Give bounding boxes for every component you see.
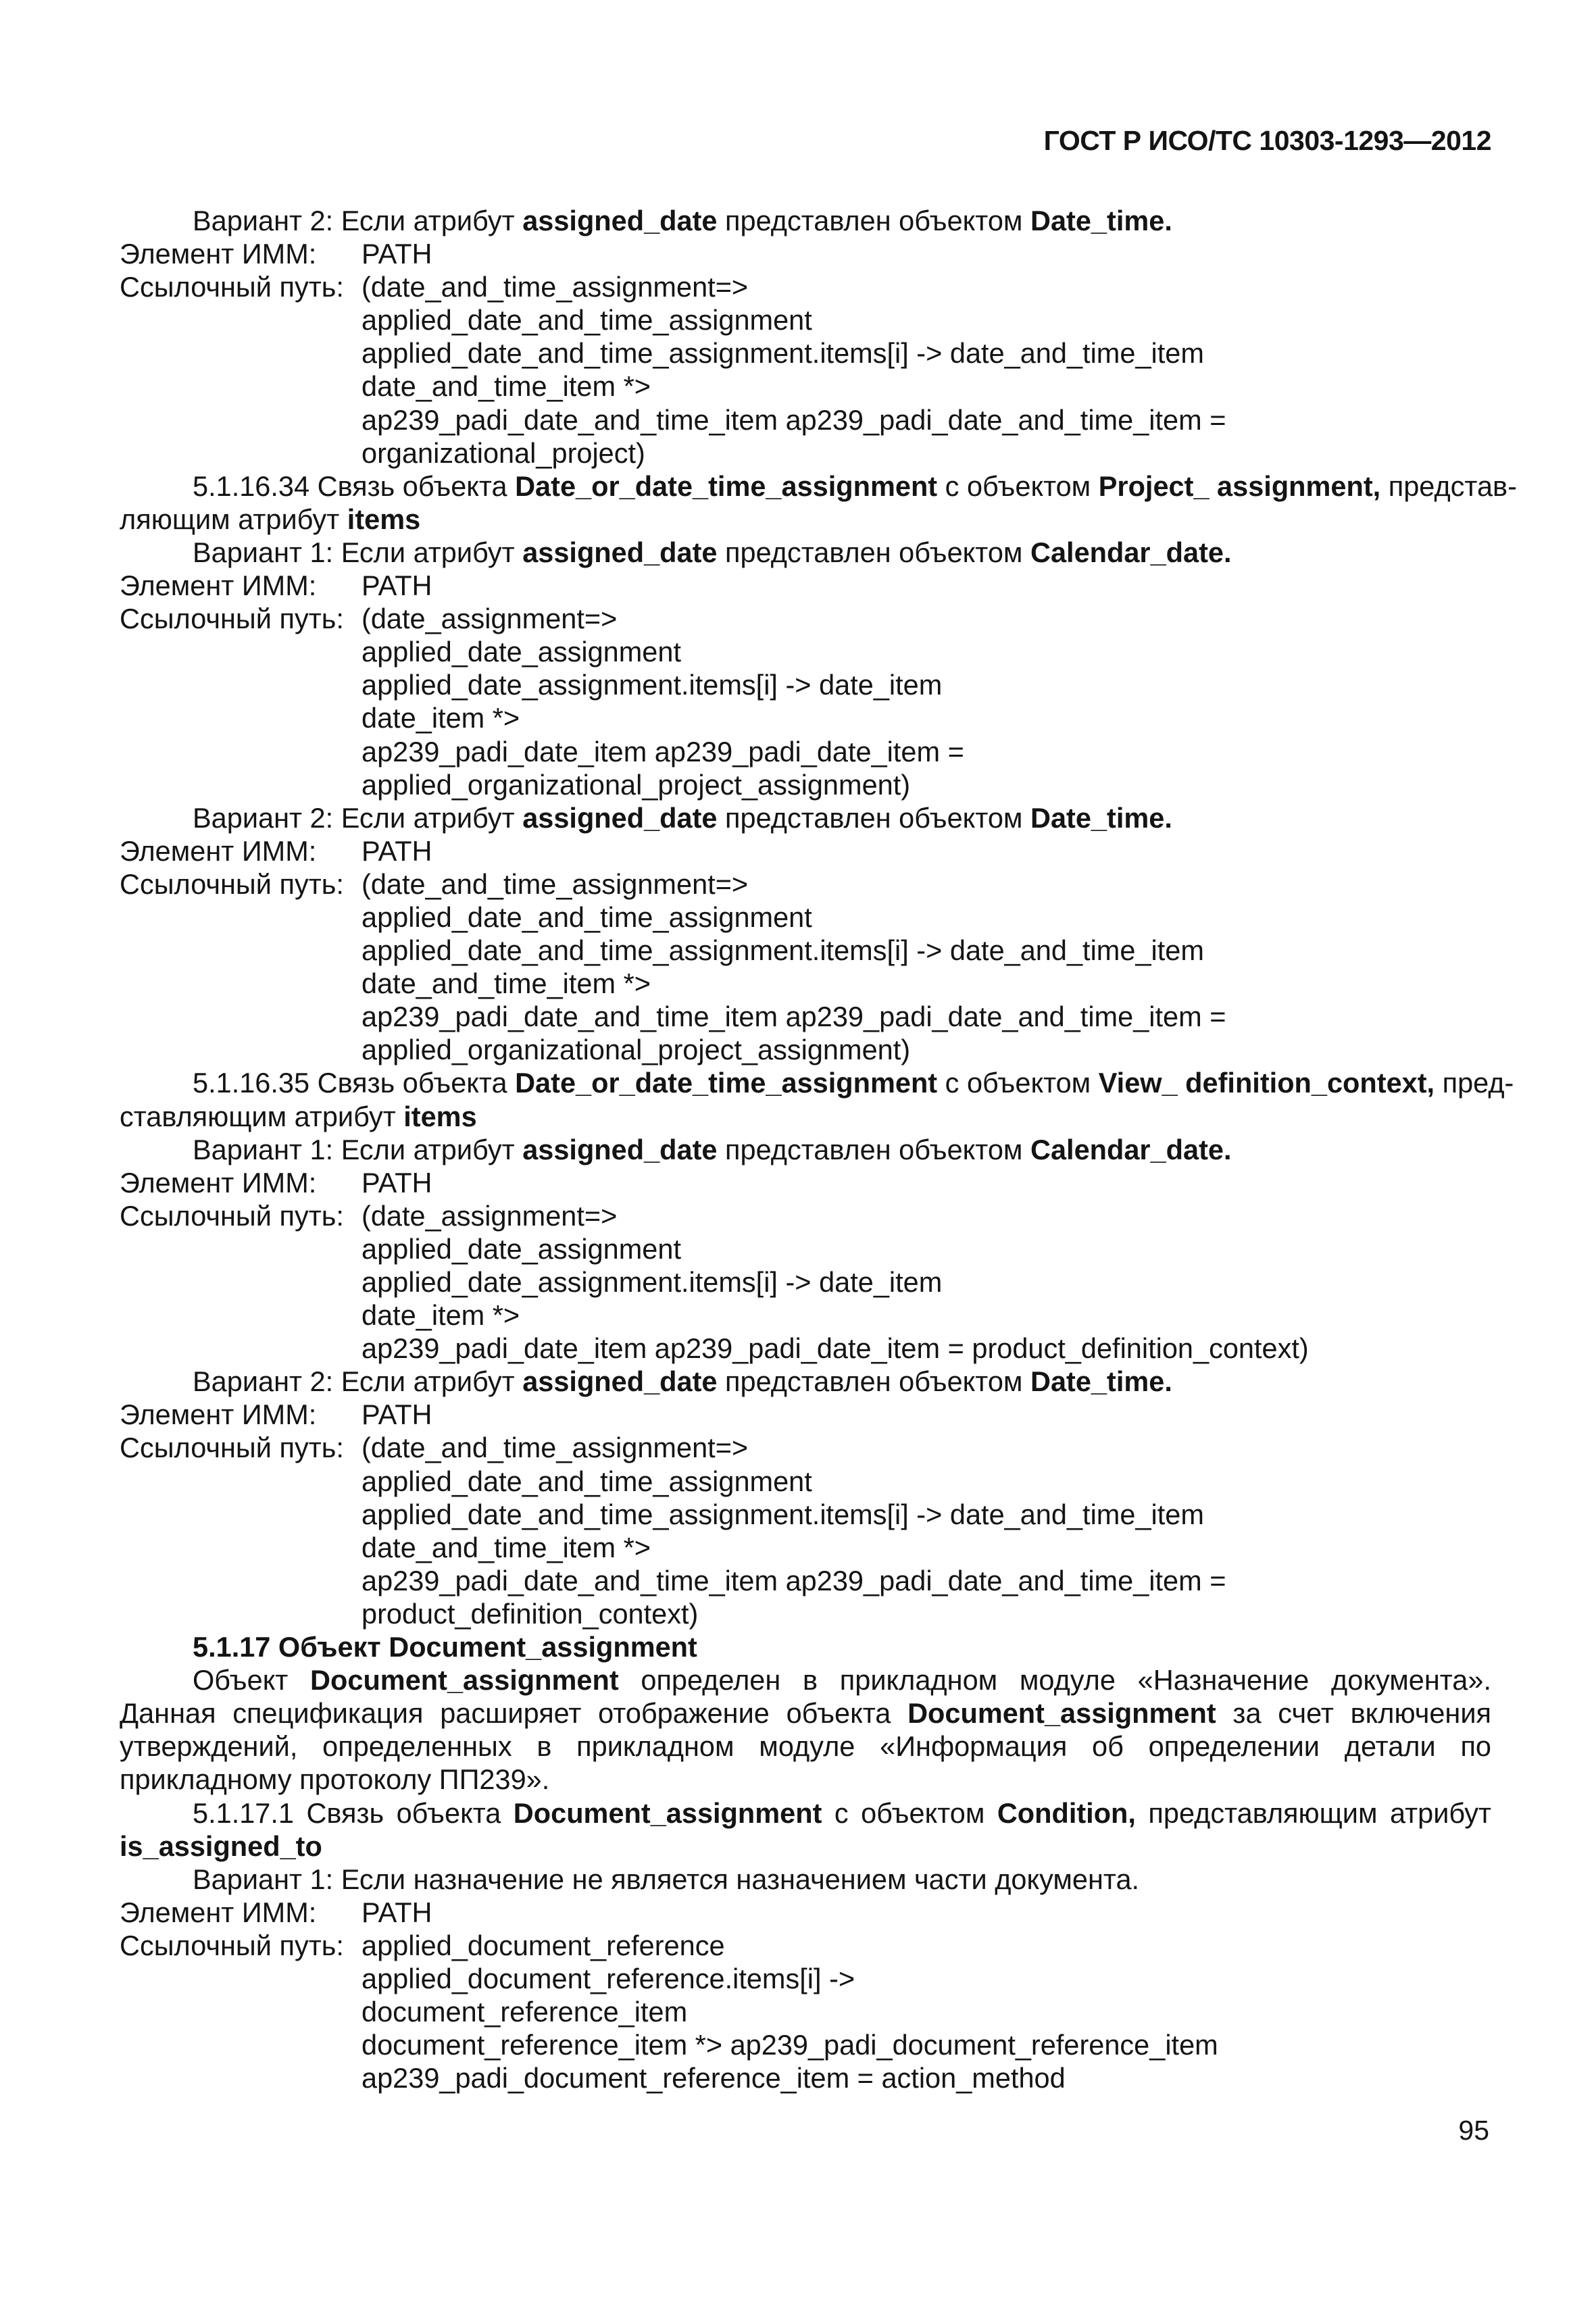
element-row: Элемент ИММ: PATH [120, 1166, 432, 1199]
ref-path-row: Ссылочный путь: (date_assignment=> [120, 1199, 618, 1232]
ref-path-line: ap239_padi_date_item ap239_padi_date_item = [361, 735, 964, 768]
ref-path-row: Ссылочный путь: (date_and_time_assignment=> [120, 271, 749, 303]
document-body [120, 204, 1517, 2094]
element-row: Элемент ИММ: PATH [120, 1896, 432, 1928]
ref-path-line: applied_date_and_time_assignment [361, 304, 812, 336]
section-heading-16-35: 5.1.16.35 Связь объекта Date_or_date_time_assignment с объектом View_ definition_context, пред- [193, 1067, 1514, 1099]
ref-path-line: document_reference_item [361, 1996, 688, 2028]
section-heading-16-34: 5.1.16.34 Связь объекта Date_or_date_time_assignment с объектом Project_ assignment, представ- [193, 470, 1517, 502]
section-heading-17: 5.1.17 Объект Document_assignment [193, 1631, 697, 1663]
ref-path-row: Ссылочный путь: (date_assignment=> [120, 603, 618, 635]
ref-path-line: applied_document_reference.items[i] -> [361, 1962, 855, 1994]
variant-heading: Вариант 2: Если атрибут assigned_date представлен объектом Date_time. [193, 205, 1172, 236]
document-header: ГОСТ Р ИСО/ТС 10303-1293—2012 [1043, 125, 1491, 156]
ref-path-line: applied_date_assignment [361, 1232, 681, 1265]
ref-path-line: date_and_time_item *> [361, 1531, 651, 1563]
ref-path-line: applied_date_assignment.items[i] -> date_item [361, 1266, 943, 1298]
element-row: Элемент ИММ: PATH [120, 238, 432, 270]
variant-heading: Вариант 2: Если атрибут assigned_date представлен объектом Date_time. [193, 801, 1172, 834]
variant-heading: Вариант 1: Если назначение не является назначением части документа. [193, 1863, 1140, 1895]
section-heading-17-1: 5.1.17.1 Связь объекта Document_assignment с объектом Condition, представляющим атрибут is_assigned_to [120, 1796, 1492, 1862]
ref-path-line: organizational_project) [361, 436, 645, 469]
ref-path-line: applied_date_and_time_assignment.items[i] -> date_and_time_item [361, 1498, 1204, 1530]
section-paragraph: Объект Document_assignment определен в прикладном модуле «Назначение документа». Данная спецификация расширяет отображение объекта Document_assignment за счет включения утверждений, определенных в прикладном модуле «Информация об определении детали по прикладному протоколу ПП239». [120, 1664, 1491, 1796]
ref-path-row: Ссылочный путь: applied_document_reference [120, 1929, 725, 1961]
element-row: Элемент ИММ: PATH [120, 570, 432, 602]
ref-path-line: applied_date_and_time_assignment [361, 901, 812, 933]
ref-path-line: ap239_padi_date_item ap239_padi_date_item = product_definition_context) [361, 1332, 1309, 1365]
element-row: Элемент ИММ: PATH [120, 1399, 432, 1431]
ref-path-line: date_item *> [361, 1299, 520, 1332]
ref-path-line: document_reference_item *> ap239_padi_document_reference_item [361, 2029, 1218, 2061]
ref-path-line: ap239_padi_date_and_time_item ap239_padi_date_and_time_item = [361, 403, 1226, 436]
ref-path-line: ap239_padi_document_reference_item = action_method [361, 2062, 1066, 2094]
ref-path-row: Ссылочный путь: (date_and_time_assignment=> [120, 1432, 749, 1464]
ref-path-line: applied_organizational_project_assignment) [361, 1034, 911, 1066]
variant-heading: Вариант 1: Если атрибут assigned_date представлен объектом Calendar_date. [193, 1133, 1232, 1165]
ref-path-line: product_definition_context) [361, 1597, 699, 1630]
ref-path-line: date_and_time_item *> [361, 370, 651, 403]
section-heading-continuation: ставляющим атрибут items [120, 1100, 477, 1132]
ref-path-line: date_and_time_item *> [361, 967, 651, 1000]
ref-path-line: applied_organizational_project_assignment) [361, 768, 911, 801]
ref-path-line: ap239_padi_date_and_time_item ap239_padi_date_and_time_item = [361, 1564, 1226, 1596]
ref-path-line: applied_date_assignment [361, 636, 681, 668]
ref-path-row: Ссылочный путь: (date_and_time_assignment=> [120, 867, 749, 900]
ref-path-line: applied_date_and_time_assignment.items[i] -> date_and_time_item [361, 337, 1204, 370]
ref-path-line: ap239_padi_date_and_time_item ap239_padi_date_and_time_item = [361, 1001, 1226, 1033]
section-heading-continuation: ляющим атрибут items [120, 503, 421, 535]
page-number: 95 [1458, 2115, 1489, 2146]
ref-path-line: applied_date_assignment.items[i] -> date_item [361, 669, 943, 701]
ref-path-line: applied_date_and_time_assignment.items[i] -> date_and_time_item [361, 934, 1204, 967]
ref-path-line: applied_date_and_time_assignment [361, 1465, 812, 1497]
ref-path-line: date_item *> [361, 702, 520, 734]
variant-heading: Вариант 2: Если атрибут assigned_date представлен объектом Date_time. [193, 1365, 1172, 1398]
element-row: Элемент ИММ: PATH [120, 834, 432, 867]
variant-heading: Вариант 1: Если атрибут assigned_date представлен объектом Calendar_date. [193, 536, 1232, 568]
